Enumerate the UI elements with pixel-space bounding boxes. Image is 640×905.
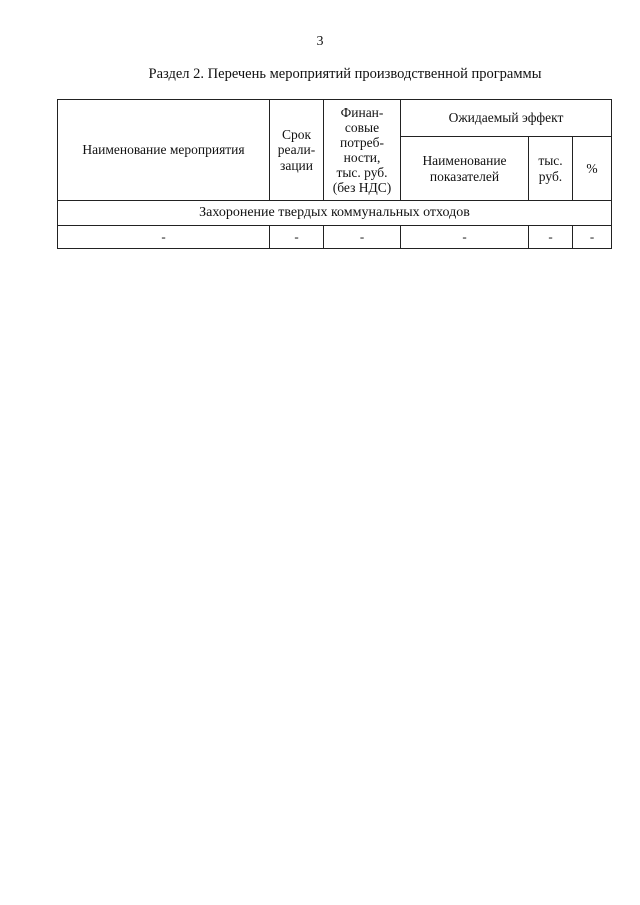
- header-thousand-rub-line: руб.: [538, 168, 563, 184]
- header-term: [270, 100, 324, 201]
- section-title: Раздел 2. Перечень мероприятий производственной программы: [148, 66, 542, 82]
- header-indicators-line: показателей: [429, 168, 500, 184]
- header-finance-line: тыс. руб.: [336, 165, 388, 181]
- table-row: [58, 226, 612, 249]
- header-thousand-rub: [529, 137, 573, 201]
- header-finance-line: совые: [344, 119, 380, 135]
- header-finance-line: (без НДС): [332, 180, 392, 196]
- activities-table: [57, 99, 612, 249]
- header-thousand-rub-line: тыс.: [538, 153, 563, 169]
- header-term-line: Срок: [281, 127, 312, 143]
- header-expected-effect: Ожидаемый эффект: [401, 100, 612, 137]
- cell-thousand-rub: -: [529, 226, 573, 249]
- page-number: 3: [316, 34, 324, 49]
- cell-activity: -: [58, 226, 270, 249]
- header-finance-line: ности,: [343, 150, 381, 165]
- header-term-line: зации: [280, 157, 313, 173]
- header-term-line: реали-: [277, 142, 316, 158]
- header-activity-name: Наименование мероприятия: [58, 100, 270, 201]
- cell-finance: -: [324, 226, 401, 249]
- header-indicators: [401, 137, 529, 201]
- group-title-row: Захоронение твердых коммунальных отходов: [58, 201, 612, 226]
- header-finance-line: потреб-: [340, 134, 384, 150]
- cell-term: -: [270, 226, 324, 249]
- cell-percent: -: [573, 226, 612, 249]
- header-finance-line: Финан-: [340, 104, 384, 120]
- header-percent: %: [573, 137, 612, 201]
- header-finance: [324, 100, 401, 201]
- cell-indicators: -: [401, 226, 529, 249]
- header-indicators-line: Наименование: [422, 153, 507, 169]
